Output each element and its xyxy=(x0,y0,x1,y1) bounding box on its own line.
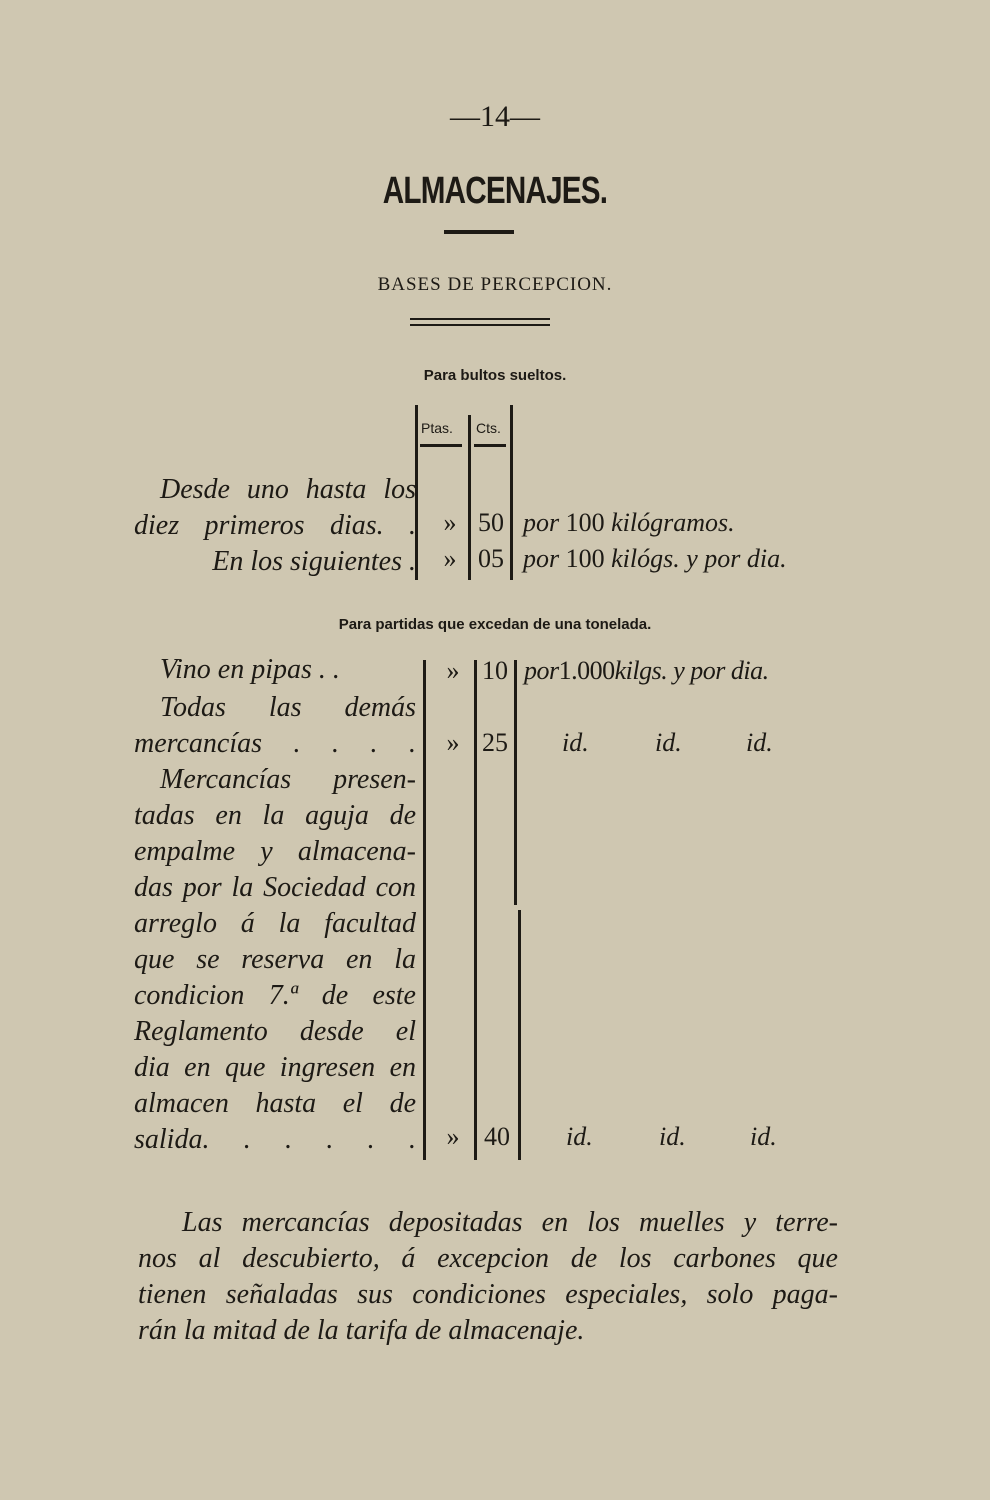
table2-row3-cts: 40 xyxy=(484,1122,510,1151)
section1-heading: Para bultos sueltos. xyxy=(423,367,567,384)
table2-row3-description xyxy=(134,762,416,1158)
table2-row1-unit xyxy=(524,656,769,686)
description-line: Mercancías presen- xyxy=(160,764,416,795)
table2-right-line-upper xyxy=(514,660,517,905)
table2-row2-cts: 25 xyxy=(482,728,508,757)
col-ptas-rule xyxy=(420,444,462,447)
table2-row1-cts: 10 xyxy=(482,656,508,685)
subtitle-rule xyxy=(410,318,550,326)
page-title: ALMACENAJES. xyxy=(382,170,608,212)
table2-row2-id1: id. xyxy=(562,728,589,757)
description-line: Desde uno hasta los xyxy=(160,474,416,505)
description-line: condicion 7.ª de este xyxy=(134,980,416,1011)
table2-row1-ptas: » xyxy=(446,656,460,685)
col-ptas-header: Ptas. xyxy=(421,420,453,436)
table2-row2-id3: id. xyxy=(746,728,773,757)
table2-row3-ptas: » xyxy=(446,1122,460,1151)
note-line: nos al descubierto, á excepcion de los carbones que xyxy=(138,1243,838,1274)
col-cts-rule xyxy=(474,444,506,447)
subtitle: BASES DE PERCEPCION. xyxy=(377,274,613,295)
description-line: mercancías . . . . xyxy=(134,728,416,759)
description-line: tadas en la aguja de xyxy=(134,800,416,831)
description-line: Vino en pipas . . xyxy=(160,654,340,685)
section2-heading: Para partidas que excedan de una tonelada. xyxy=(338,616,652,633)
unit-text: kilógs. y por dia. xyxy=(611,544,787,573)
table1-row1-ptas: » xyxy=(443,508,457,537)
description-line: empalme y almacena- xyxy=(134,836,416,867)
description-line: arreglo á la facultad xyxy=(134,908,416,939)
page-number: —14— xyxy=(450,100,540,133)
description-line: diez primeros dias. . xyxy=(134,510,416,541)
description-line: dia en que ingresen en xyxy=(134,1052,416,1083)
note-paragraph xyxy=(138,1205,838,1349)
unit-prefix: por xyxy=(523,508,560,537)
table2-row2-description xyxy=(134,690,416,762)
table1-row1-description xyxy=(134,472,416,544)
description-line: Reglamento desde el xyxy=(134,1016,416,1047)
table2-row3-id2: id. xyxy=(659,1122,686,1151)
col-cts-header: Cts. xyxy=(476,420,501,436)
unit-number: 1.000 xyxy=(558,656,615,685)
unit-text: kilgs. y por dia. xyxy=(614,656,769,685)
note-line: tienen señaladas sus condiciones especiales, solo paga- xyxy=(138,1279,838,1310)
note-line: Las mercancías depositadas en los muelles y terre- xyxy=(182,1207,838,1238)
table1-row1-cts: 50 xyxy=(478,508,504,537)
description-line: En los siguientes . xyxy=(212,546,416,577)
description-line: Todas las demás xyxy=(160,692,416,723)
description-line: salida. . . . . . xyxy=(134,1124,416,1155)
unit-prefix: por xyxy=(524,656,559,685)
description-line: almacen hasta el de xyxy=(134,1088,416,1119)
table2-row2-ptas: » xyxy=(446,728,460,757)
table2-row2-id2: id. xyxy=(655,728,682,757)
unit-prefix: por xyxy=(523,544,560,573)
table1-row2-unit xyxy=(523,544,787,574)
table2-row3-id1: id. xyxy=(566,1122,593,1151)
table1-row1-unit xyxy=(523,508,735,538)
table1-row2-cts: 05 xyxy=(478,544,504,573)
table2-left-line xyxy=(423,660,426,1160)
title-rule xyxy=(444,230,514,234)
table1-row2-ptas: » xyxy=(443,544,457,573)
table2-row1-description xyxy=(134,652,416,688)
table1-row2-description xyxy=(134,544,416,580)
table2-right-line-lower xyxy=(518,910,521,1160)
unit-number: 100 xyxy=(565,544,605,573)
description-line: que se reserva en la xyxy=(134,944,416,975)
description-line: das por la Sociedad con xyxy=(134,872,416,903)
table2-row3-id3: id. xyxy=(750,1122,777,1151)
unit-number: 100 xyxy=(565,508,605,537)
note-line: rán la mitad de la tarifa de almacenaje. xyxy=(138,1315,585,1346)
unit-text: kilógramos. xyxy=(611,508,735,537)
